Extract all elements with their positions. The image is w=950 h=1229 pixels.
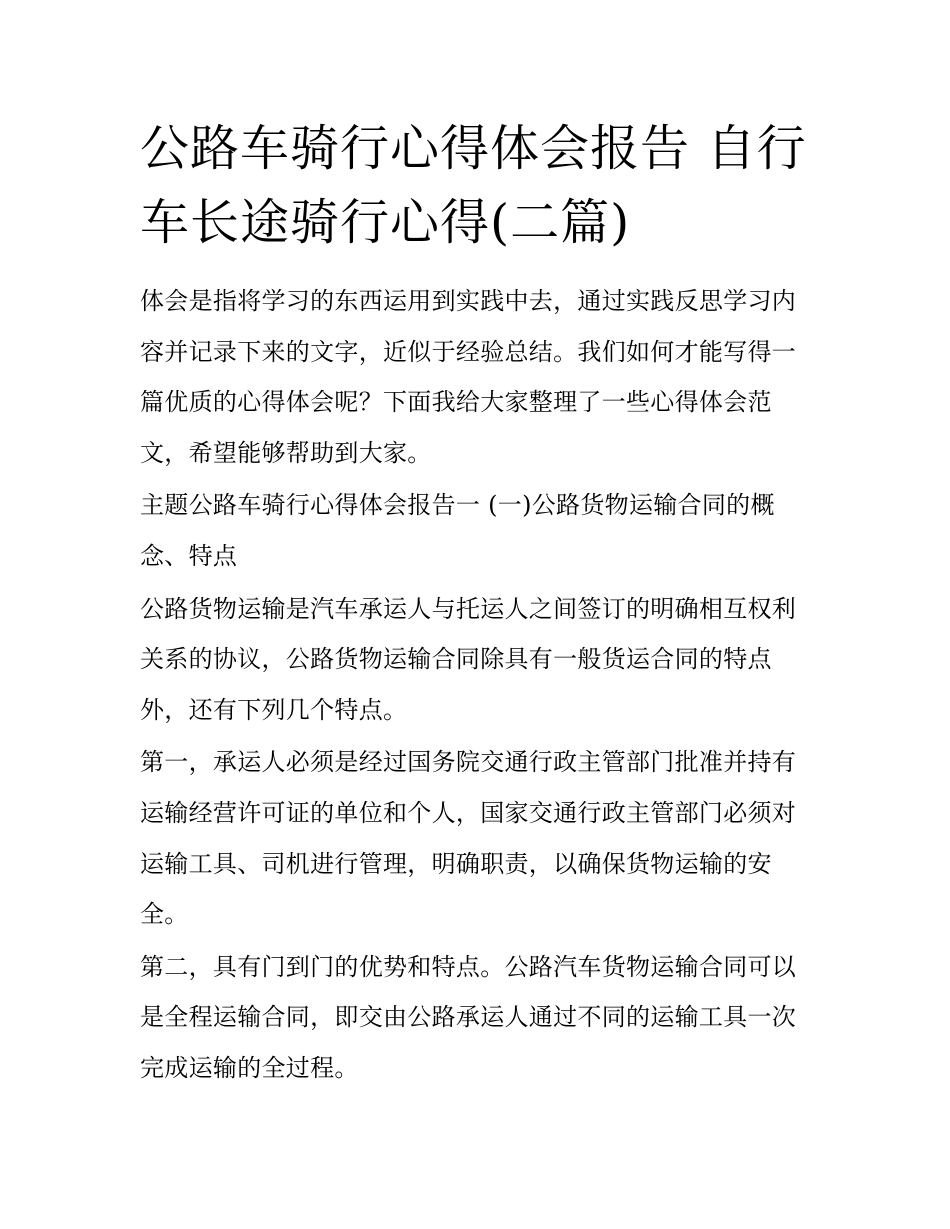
paragraph-intro: 体会是指将学习的东西运用到实践中去，通过实践反思学习内容并记录下来的文字，近似于经验总结。我们如何才能写得一篇优质的心得体会呢？下面我给大家整理了一些心得体会范文，希望能够帮助到大家。 <box>140 287 797 467</box>
document-title: 公路车骑行心得体会报告 自行车长途骑行心得(二篇) <box>140 120 807 251</box>
paragraph-point-one: 第一，承运人必须是经过国务院交通行政主管部门批准并持有运输经营许可证的单位和个人，国家交通行政主管部门必须对运输工具、司机进行管理，明确职责，以确保货物运输的安全。 <box>140 748 797 929</box>
paragraph-topic-heading: 主题公路车骑行心得体会报告一 (一)公路货物运输合同的概念、特点 <box>140 491 775 570</box>
paragraph-definition: 公路货物运输是汽车承运人与托运人之间签订的明确相互权利关系的协议，公路货物运输合同除具有一般货运合同的特点外，还有下列几个特点。 <box>140 594 797 724</box>
document-body <box>140 276 820 1096</box>
paragraph-point-two: 第二，具有门到门的优势和特点。公路汽车货物运输合同可以是全程运输合同，即交由公路承运人通过不同的运输工具一次完成运输的全过程。 <box>140 952 797 1082</box>
